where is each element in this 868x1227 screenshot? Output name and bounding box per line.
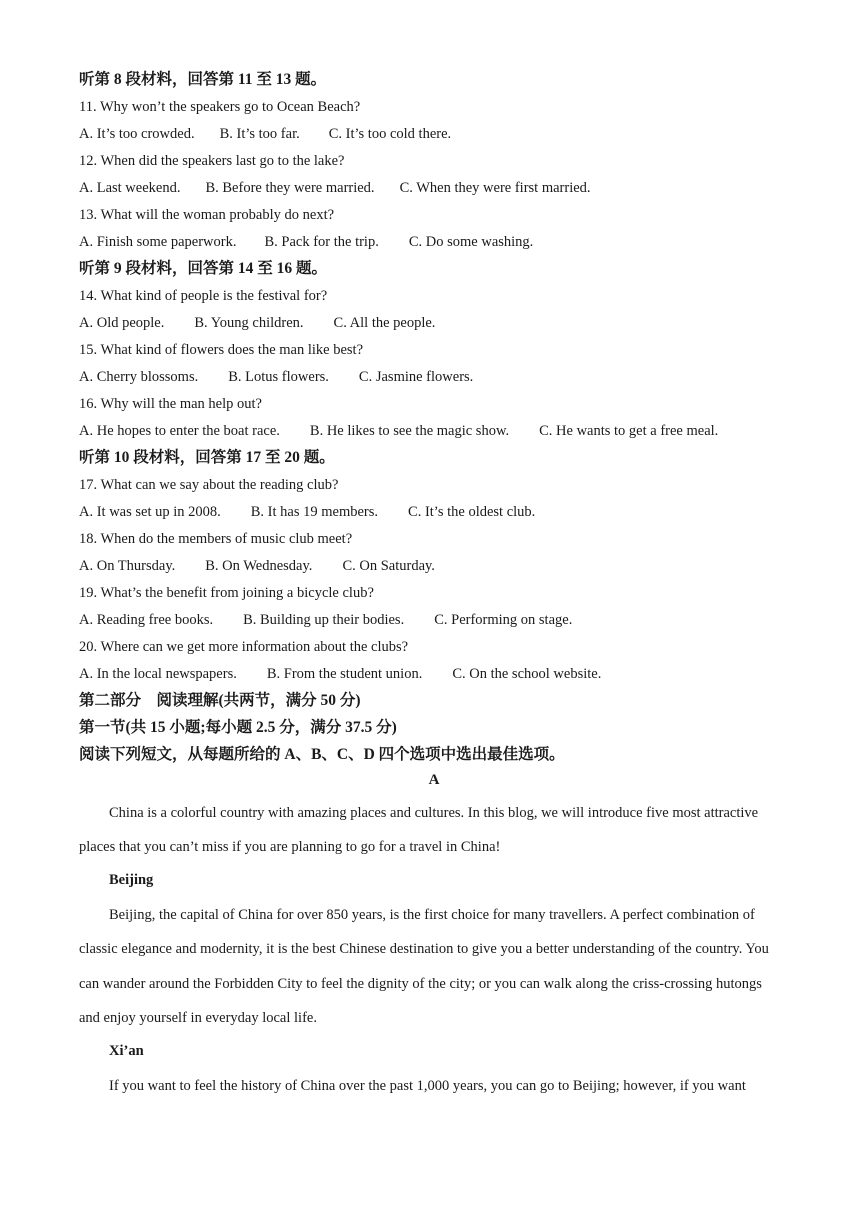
options-12 bbox=[79, 178, 591, 198]
passage-xian bbox=[79, 1069, 784, 1103]
options-13 bbox=[79, 232, 533, 252]
option-b: B. On Wednesday. bbox=[205, 558, 313, 574]
question-18: 18. When do the members of music club meet? bbox=[79, 531, 353, 547]
passage-intro-text: China is a colorful country with amazing places and cultures. In this blog, we will introduce five most attractive places that you can’t miss if you are planning to go for a travel in China! bbox=[79, 805, 759, 856]
option-c: C. Performing on stage. bbox=[434, 612, 573, 628]
option-a: A. He hopes to enter the boat race. bbox=[79, 423, 280, 439]
option-a: A. Cherry blossoms. bbox=[79, 369, 199, 385]
option-c: C. It’s the oldest club. bbox=[408, 504, 536, 520]
options-19 bbox=[79, 610, 572, 630]
options-16 bbox=[79, 421, 718, 441]
option-a: A. In the local newspapers. bbox=[79, 666, 237, 682]
question-13: 13. What will the woman probably do next? bbox=[79, 207, 335, 223]
option-c: C. All the people. bbox=[333, 315, 436, 331]
question-14: 14. What kind of people is the festival for? bbox=[79, 288, 328, 304]
passage-beijing bbox=[79, 898, 784, 1035]
passage-xian-text: If you want to feel the history of China over the past 1,000 years, you can go to Beijing; however, if you want bbox=[109, 1078, 746, 1094]
options-15 bbox=[79, 367, 473, 387]
passage-beijing-text: Beijing, the capital of China for over 850 years, is the first choice for many travellers. A perfect combination of classic elegance and modernity, it is the best Chinese destination to give you a better understanding of the country. You can wander around the Forbidden City to feel the dignity of the city; or you can walk along the criss-crossing hutongs and enjoy yourself in everyday local life. bbox=[79, 907, 769, 1026]
option-c: C. Jasmine flowers. bbox=[358, 369, 474, 385]
option-a: A. Last weekend. bbox=[79, 180, 181, 196]
subheading-xian: Xi’an bbox=[109, 1043, 144, 1059]
option-a: A. It was set up in 2008. bbox=[79, 504, 221, 520]
option-b: B. From the student union. bbox=[266, 666, 423, 682]
option-c: C. On Saturday. bbox=[342, 558, 435, 574]
option-a: A. It’s too crowded. bbox=[79, 126, 195, 142]
option-b: B. It has 19 members. bbox=[250, 504, 379, 520]
options-11 bbox=[79, 124, 451, 144]
subheading-beijing: Beijing bbox=[109, 872, 154, 888]
option-c: C. On the school website. bbox=[452, 666, 602, 682]
option-b: B. Building up their bodies. bbox=[243, 612, 405, 628]
option-b: B. Lotus flowers. bbox=[228, 369, 329, 385]
option-c: C. He wants to get a free meal. bbox=[539, 423, 719, 439]
options-14 bbox=[79, 313, 435, 333]
question-17: 17. What can we say about the reading club? bbox=[79, 477, 339, 493]
option-b: B. He likes to see the magic show. bbox=[309, 423, 510, 439]
question-16: 16. Why will the man help out? bbox=[79, 396, 262, 412]
option-b: B. It’s too far. bbox=[219, 126, 300, 142]
option-a: A. Reading free books. bbox=[79, 612, 214, 628]
option-c: C. When they were first married. bbox=[399, 180, 591, 196]
part2-section1: 第一节(共 15 小题;每小题 2.5 分，满分 37.5 分) bbox=[79, 719, 397, 736]
question-20: 20. Where can we get more information about the clubs? bbox=[79, 639, 409, 655]
passage-intro bbox=[79, 796, 784, 865]
question-11: 11. Why won’t the speakers go to Ocean Beach? bbox=[79, 99, 361, 115]
part2-title: 第二部分 阅读理解(共两节，满分 50 分) bbox=[79, 692, 361, 709]
options-18 bbox=[79, 556, 435, 576]
options-20 bbox=[79, 664, 601, 684]
option-b: B. Before they were married. bbox=[205, 180, 375, 196]
options-17 bbox=[79, 502, 535, 522]
option-a: A. Old people. bbox=[79, 315, 165, 331]
part2-instruction: 阅读下列短文，从每题所给的 A、B、C、D 四个选项中选出最佳选项。 bbox=[79, 746, 565, 763]
section-heading-8: 听第 8 段材料，回答第 11 至 13 题。 bbox=[79, 71, 327, 88]
option-c: C. It’s too cold there. bbox=[328, 126, 452, 142]
option-b: B. Young children. bbox=[194, 315, 304, 331]
option-a: A. Finish some paperwork. bbox=[79, 234, 237, 250]
section-heading-9: 听第 9 段材料，回答第 14 至 16 题。 bbox=[79, 260, 328, 277]
question-15: 15. What kind of flowers does the man like best? bbox=[79, 342, 364, 358]
option-c: C. Do some washing. bbox=[408, 234, 534, 250]
option-b: B. Pack for the trip. bbox=[264, 234, 379, 250]
section-heading-10: 听第 10 段材料，回答第 17 至 20 题。 bbox=[79, 449, 335, 466]
passage-label: A bbox=[428, 772, 440, 788]
option-a: A. On Thursday. bbox=[79, 558, 176, 574]
question-12: 12. When did the speakers last go to the lake? bbox=[79, 153, 345, 169]
question-19: 19. What’s the benefit from joining a bicycle club? bbox=[79, 585, 374, 601]
